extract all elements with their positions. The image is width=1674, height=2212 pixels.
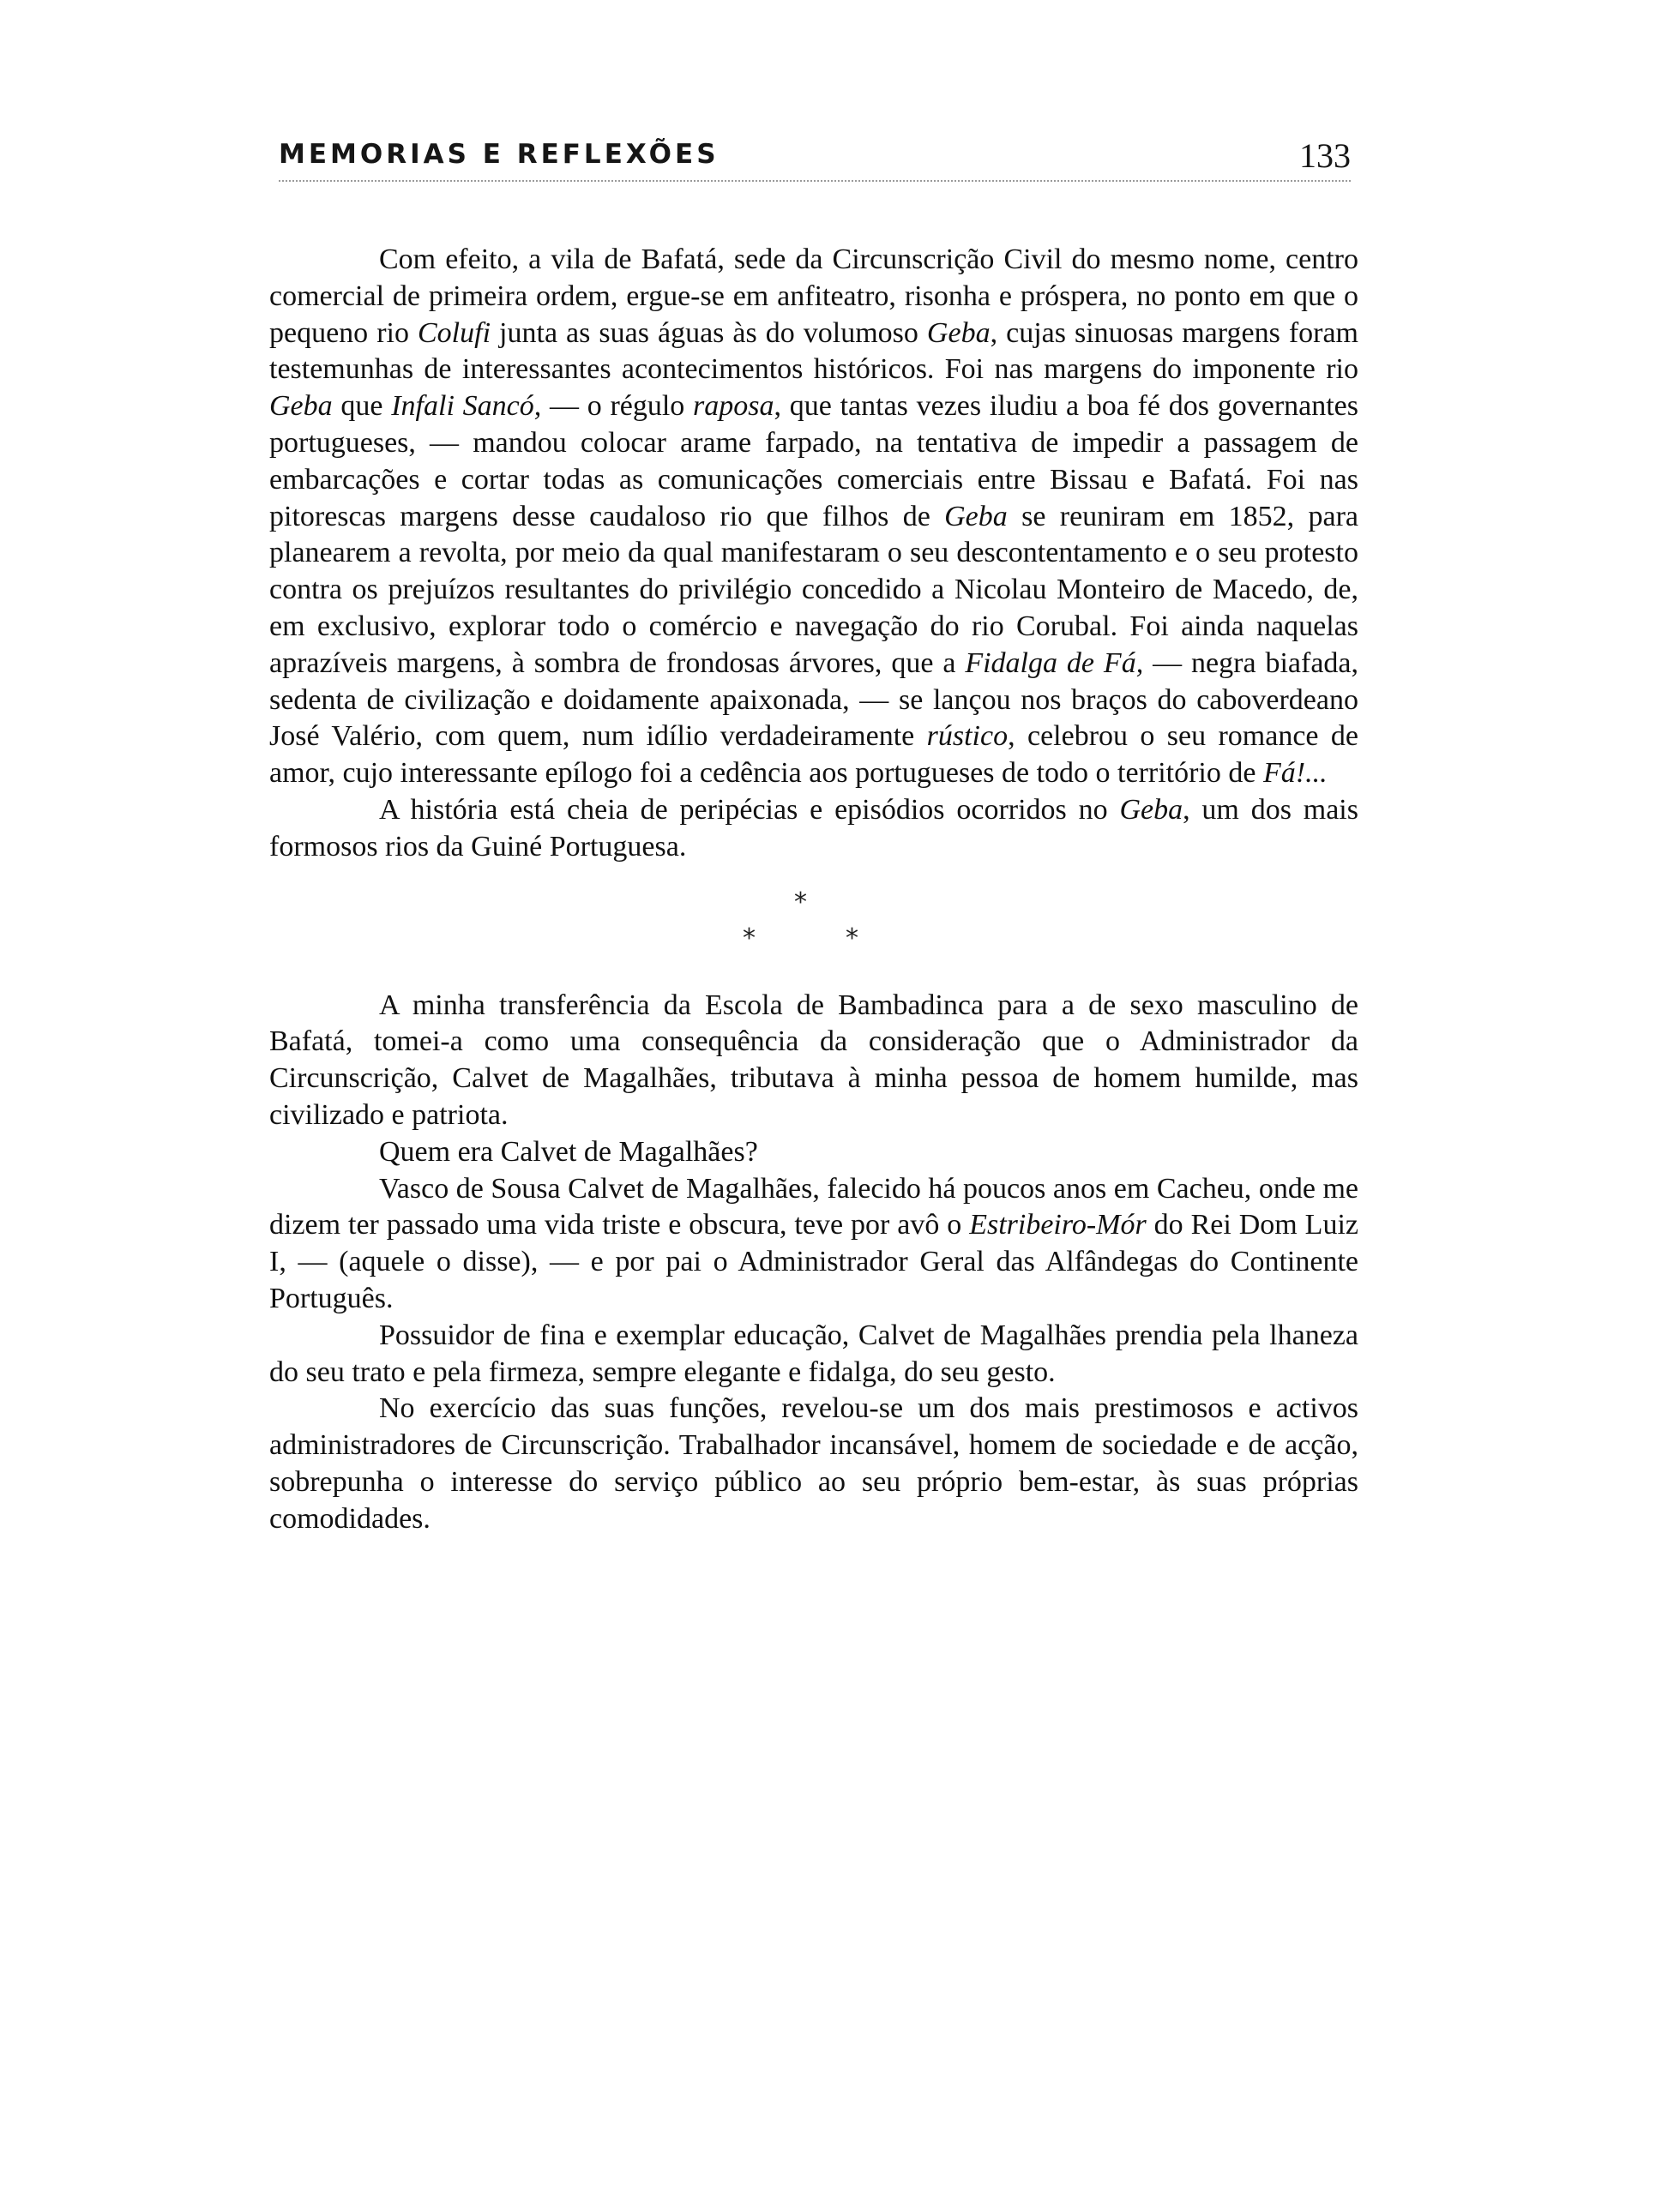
text-run: A história está cheia de peripécias e episódios ocorridos no xyxy=(379,793,1120,826)
paragraph-historia-geba xyxy=(269,792,1358,866)
asterisk-right: * xyxy=(846,923,858,953)
asterism-separator xyxy=(269,871,1358,981)
text-run: , cujas sinuosas margens foram testemunhas de interessantes acontecimentos históricos. Foi nas margens do imponente rio xyxy=(269,316,1359,386)
italic-run: Fá!... xyxy=(1262,757,1328,790)
text-run: que xyxy=(332,390,392,423)
italic-run: Geba xyxy=(269,390,333,423)
italic-run: Geba xyxy=(944,500,1008,532)
italic-run: raposa xyxy=(693,390,774,423)
paragraph-possuidor: Possuidor de fina e exemplar educação, Calvet de Magalhães prendia pela lhaneza do seu trato e pela firmeza, sempre elegante e fidalga, do seu gesto. xyxy=(269,1319,1358,1388)
italic-run: Infali Sancó, xyxy=(391,390,542,423)
text-run: , celebrou o seu romance de amor, cujo interessante epílogo foi a cedência aos portugueses de todo o território de xyxy=(269,720,1358,790)
text-run: Com efeito, a vila de Bafatá, sede da Circunscrição Civil do mesmo nome, centro comercial de primeira ordem, ergue-se em anfiteatro, risonha e próspera, no ponto em que o pequeno rio xyxy=(269,243,1358,349)
paragraph-transferencia: A minha transferência da Escola de Bambadinca para a de sexo masculino de Bafatá, tomei-a como uma consequência da consideração que o Administrador da Circunscrição, Calvet de Magalhães, tributava à minha pessoa de homem humilde, mas civilizado e patriota. xyxy=(269,989,1358,1131)
italic-run: Geba xyxy=(926,316,991,349)
paragraph-vila-de-bafata xyxy=(269,242,1358,792)
paragraph-vasco-de-sousa xyxy=(269,1171,1358,1318)
page-number: 133 xyxy=(1299,136,1351,175)
body-text xyxy=(269,242,1358,1538)
italic-run: rústico xyxy=(926,720,1009,753)
running-title: MEMORIAS E REFLEXÕES xyxy=(279,139,720,170)
text-run: junta as suas águas às do volumoso xyxy=(491,316,927,349)
text-run: , um dos mais formosos rios da Guiné Portuguesa. xyxy=(269,793,1358,863)
text-run: do Rei Dom Luiz I, — (aquele o disse), — e por pai o Administrador Geral das Alfândegas do Continente Português. xyxy=(269,1209,1358,1314)
asterisk-left: * xyxy=(743,923,756,953)
italic-run: Fidalga de Fá, xyxy=(965,646,1144,679)
page-header xyxy=(279,129,1351,189)
text-run: — negra biafada, sedenta de civilização e doidamente apaixonada, — se lançou nos braços do caboverdeano José Valério, com quem, num idílio verdadeiramente xyxy=(269,646,1358,753)
text-run: , que tantas vezes iludiu a boa fé dos governantes portugueses, — mandou colocar arame farpado, na tentativa de impedir a passagem de embarcações e cortar todas as comunicações comerciais entre Bissau e Bafatá. Foi nas pitorescas margens desse caudaloso rio que filhos de xyxy=(269,390,1358,532)
paragraph-exercicio: No exercício das suas funções, revelou-se um dos mais prestimosos e activos administradores de Circunscrição. Trabalhador incansável, homem de sociedade e de acção, sobrepunha o interesse do serviço público ao seu próprio bem-estar, às suas próprias comodidades. xyxy=(269,1392,1358,1535)
italic-run: Estribeiro-Mór xyxy=(969,1209,1147,1241)
text-run: se reuniram em 1852, para planearem a revolta, por meio da qual manifestaram o seu descontentamento e o seu protesto contra os prejuízos resultantes do privilégio concedido a Nicolau Monteiro de Macedo, de, em exclusivo, explorar todo o comércio e navegação do rio Corubal. Foi ainda naquelas aprazíveis margens, à sombra de frondosas árvores, que a xyxy=(269,500,1358,679)
italic-run: Colufi xyxy=(418,316,491,349)
header-rule xyxy=(279,180,1351,182)
text-run: — o régulo xyxy=(541,390,694,423)
text-run: Vasco de Sousa Calvet de Magalhães, falecido há poucos anos em Cacheu, onde me dizem ter passado uma vida triste e obscura, teve por avô o xyxy=(269,1172,1358,1241)
italic-run: Geba xyxy=(1119,793,1183,826)
asterisk-top: * xyxy=(794,887,807,917)
paragraph-quem-era: Quem era Calvet de Magalhães? xyxy=(379,1135,758,1168)
